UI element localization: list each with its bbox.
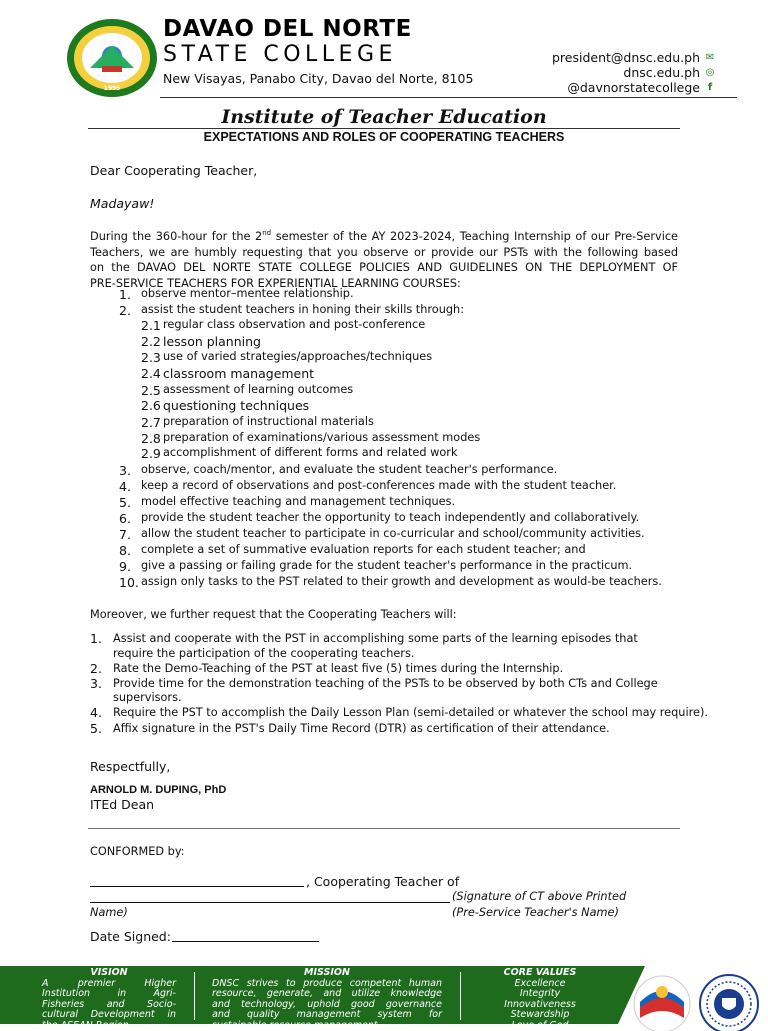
- bagong-pilipinas-seal-icon: [632, 974, 692, 1024]
- institute-rule: [88, 128, 680, 129]
- facebook-icon: f: [707, 81, 713, 93]
- email-link[interactable]: president@dnsc.edu.ph: [551, 50, 700, 65]
- facebook-link[interactable]: @davnorstatecollege: [567, 80, 700, 95]
- core-values-block: CORE VALUES Excellence Integrity Innovativeness Stewardship Love of God: [503, 967, 577, 1031]
- intro-paragraph: During the 360-hour for the 2nd semester of the AY 2023-2024, Teaching Internship of our Pre-Service Teachers, we are humbly requesting that you observe or provide our PSTs with the following based on the DAVAO DEL NORTE STATE COLLEGE POLICIES AND GUIDELINES ON THE DEPLOYMENT OF PRE-SERVICE TEACHERS FOR EXPERIENTIAL LEARNING COURSES:: [90, 229, 679, 291]
- contact-block: [552, 50, 716, 95]
- seal-year: 1995: [103, 85, 121, 92]
- website-link[interactable]: dnsc.edu.ph: [623, 65, 700, 80]
- college-subtitle: STATE COLLEGE: [163, 42, 397, 67]
- section-divider: [88, 828, 680, 829]
- college-name: DAVAO DEL NORTE: [163, 16, 412, 42]
- name-label: Name): [90, 906, 128, 919]
- pst-name-label: (Pre-Service Teacher's Name): [452, 906, 619, 919]
- institutional-seal-icon: [698, 974, 760, 1024]
- signer-role: ITEd Dean: [90, 797, 155, 812]
- signer-name: ARNOLD M. DUPING, PhD: [90, 784, 227, 796]
- conformed-label: CONFORMED by:: [90, 845, 185, 858]
- date-signed-label: Date Signed:: [90, 929, 171, 944]
- ct-signature-line[interactable]: [90, 886, 304, 887]
- greeting: Dear Cooperating Teacher,: [90, 163, 258, 178]
- college-seal-logo: [66, 18, 158, 98]
- date-signed-line[interactable]: [172, 941, 319, 942]
- pst-name-line[interactable]: [90, 902, 450, 903]
- madayaw-greeting: Madayaw!: [90, 196, 155, 211]
- web-icon: ◎: [705, 66, 715, 78]
- cooperating-teacher-of-label: , Cooperating Teacher of: [306, 874, 460, 889]
- moreover-paragraph: Moreover, we further request that the Cooperating Teachers will:: [90, 608, 457, 621]
- vision-block: VISION A premier Higher Institution in Agri- Fisheries and Socio- cultural Development in the ASEAN Region.: [42, 967, 176, 1031]
- mission-block: MISSION DNSC strives to produce competent human resource, generate, and utilize knowledge and technology, uphold good governance and quality management system for sustainable resource management.: [212, 967, 442, 1031]
- mail-icon: ✉: [705, 51, 715, 63]
- footer-divider: [194, 972, 195, 1020]
- college-address: New Visayas, Panabo City, Davao del Norte, 8105: [163, 71, 474, 86]
- footer-divider: [460, 972, 461, 1020]
- header-rule: [160, 97, 737, 98]
- signature-ct-label: (Signature of CT above Printed: [452, 890, 627, 903]
- institute-title: Institute of Teacher Education: [221, 106, 547, 128]
- document-title: EXPECTATIONS AND ROLES OF COOPERATING TEACHERS: [203, 130, 565, 144]
- closing: Respectfully,: [90, 759, 171, 774]
